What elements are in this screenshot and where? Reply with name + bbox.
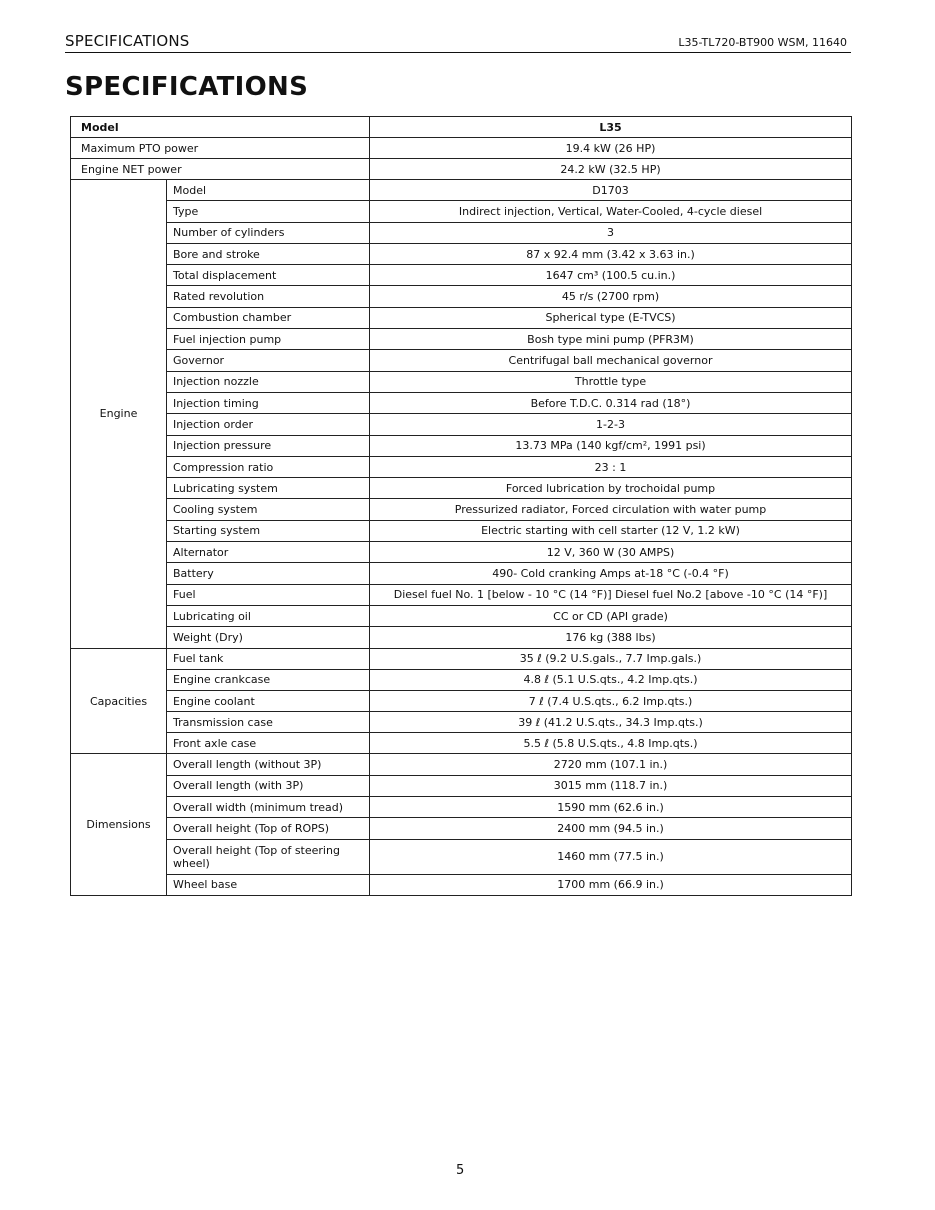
spec-label: Model: [167, 180, 370, 201]
spec-value: Centrifugal ball mechanical governor: [370, 350, 852, 371]
spec-label: Fuel injection pump: [167, 329, 370, 350]
spec-value: Diesel fuel No. 1 [below - 10 °C (14 °F)] Diesel fuel No.2 [above -10 °C (14 °F)]: [370, 584, 852, 605]
model-header-label: Model: [71, 117, 370, 138]
spec-label: Compression ratio: [167, 456, 370, 477]
spec-value: D1703: [370, 180, 852, 201]
spec-label: Injection pressure: [167, 435, 370, 456]
specifications-table: [70, 116, 852, 896]
spec-value: 3015 mm (118.7 in.): [370, 775, 852, 796]
capacities-group-label: Capacities: [71, 648, 167, 754]
spec-label: Combustion chamber: [167, 307, 370, 328]
spec-label: Number of cylinders: [167, 222, 370, 243]
table-row: [71, 775, 852, 796]
table-row: [71, 818, 852, 839]
spec-label: Bore and stroke: [167, 243, 370, 264]
spec-value: 45 r/s (2700 rpm): [370, 286, 852, 307]
table-row: [71, 159, 852, 180]
specifications-table-body: [71, 117, 852, 896]
table-row: [71, 286, 852, 307]
spec-value: 176 kg (388 lbs): [370, 627, 852, 648]
table-row: [71, 478, 852, 499]
table-row: [71, 222, 852, 243]
spec-value: 490- Cold cranking Amps at-18 °C (-0.4 °F): [370, 563, 852, 584]
spec-value: Bosh type mini pump (PFR3M): [370, 329, 852, 350]
table-row: [71, 669, 852, 690]
spec-label: Type: [167, 201, 370, 222]
spec-label: Lubricating oil: [167, 605, 370, 626]
spec-label: Governor: [167, 350, 370, 371]
table-row: [71, 520, 852, 541]
spec-value: Throttle type: [370, 371, 852, 392]
table-row: [71, 371, 852, 392]
table-row: [71, 690, 852, 711]
spec-value: 1-2-3: [370, 414, 852, 435]
table-row: [71, 414, 852, 435]
spec-label: Overall width (minimum tread): [167, 797, 370, 818]
spec-value: CC or CD (API grade): [370, 605, 852, 626]
engine-net-power-label: Engine NET power: [71, 159, 370, 180]
spec-value: 1700 mm (66.9 in.): [370, 874, 852, 895]
spec-value: 13.73 MPa (140 kgf/cm², 1991 psi): [370, 435, 852, 456]
table-row: [71, 874, 852, 895]
spec-value: 4.8 ℓ (5.1 U.S.qts., 4.2 Imp.qts.): [370, 669, 852, 690]
spec-value: 35 ℓ (9.2 U.S.gals., 7.7 Imp.gals.): [370, 648, 852, 669]
spec-value: 23 : 1: [370, 456, 852, 477]
table-row: [71, 563, 852, 584]
table-row: [71, 584, 852, 605]
table-row: [71, 839, 852, 874]
spec-label: Rated revolution: [167, 286, 370, 307]
spec-value: Before T.D.C. 0.314 rad (18°): [370, 392, 852, 413]
spec-label: Fuel: [167, 584, 370, 605]
table-row: [71, 307, 852, 328]
table-row: [71, 754, 852, 775]
table-row: [71, 435, 852, 456]
header-section-title: SPECIFICATIONS: [65, 32, 190, 50]
table-row: [71, 797, 852, 818]
spec-label: Engine coolant: [167, 690, 370, 711]
spec-label: Injection timing: [167, 392, 370, 413]
table-row: [71, 627, 852, 648]
spec-value: Indirect injection, Vertical, Water-Cooled, 4-cycle diesel: [370, 201, 852, 222]
engine-net-power-value: 24.2 kW (32.5 HP): [370, 159, 852, 180]
spec-value: 2400 mm (94.5 in.): [370, 818, 852, 839]
spec-label: Alternator: [167, 542, 370, 563]
spec-label: Weight (Dry): [167, 627, 370, 648]
table-row: [71, 605, 852, 626]
spec-value: 87 x 92.4 mm (3.42 x 3.63 in.): [370, 243, 852, 264]
spec-value: 1647 cm³ (100.5 cu.in.): [370, 265, 852, 286]
spec-label: Battery: [167, 563, 370, 584]
spec-value: Forced lubrication by trochoidal pump: [370, 478, 852, 499]
engine-group-label: Engine: [71, 180, 167, 649]
spec-value: 5.5 ℓ (5.8 U.S.qts., 4.8 Imp.qts.): [370, 733, 852, 754]
spec-value: 39 ℓ (41.2 U.S.qts., 34.3 Imp.qts.): [370, 712, 852, 733]
table-row: [71, 712, 852, 733]
table-row: [71, 499, 852, 520]
spec-label: Cooling system: [167, 499, 370, 520]
spec-label: Overall length (with 3P): [167, 775, 370, 796]
spec-label: Overall length (without 3P): [167, 754, 370, 775]
spec-label: Starting system: [167, 520, 370, 541]
spec-label: Front axle case: [167, 733, 370, 754]
table-row: [71, 542, 852, 563]
spec-label: Lubricating system: [167, 478, 370, 499]
table-row: [71, 392, 852, 413]
table-row: [71, 265, 852, 286]
table-row: [71, 117, 852, 138]
dimensions-group-label: Dimensions: [71, 754, 167, 895]
table-row: [71, 180, 852, 201]
spec-value: 7 ℓ (7.4 U.S.qts., 6.2 Imp.qts.): [370, 690, 852, 711]
header-document-reference: L35-TL720-BT900 WSM, 11640: [678, 36, 847, 49]
pto-power-value: 19.4 kW (26 HP): [370, 138, 852, 159]
spec-value: 1590 mm (62.6 in.): [370, 797, 852, 818]
spec-value: Electric starting with cell starter (12 V, 1.2 kW): [370, 520, 852, 541]
spec-label: Fuel tank: [167, 648, 370, 669]
spec-value: 12 V, 360 W (30 AMPS): [370, 542, 852, 563]
spec-label: Injection order: [167, 414, 370, 435]
spec-label: Wheel base: [167, 874, 370, 895]
spec-value: Spherical type (E-TVCS): [370, 307, 852, 328]
spec-label: Injection nozzle: [167, 371, 370, 392]
page-title: SPECIFICATIONS: [65, 72, 309, 102]
header-divider: [65, 52, 851, 53]
spec-value: 1460 mm (77.5 in.): [370, 839, 852, 874]
spec-label: Overall height (Top of ROPS): [167, 818, 370, 839]
table-row: [71, 648, 852, 669]
spec-label: Engine crankcase: [167, 669, 370, 690]
table-row: [71, 733, 852, 754]
spec-label: Total displacement: [167, 265, 370, 286]
table-row: [71, 138, 852, 159]
spec-label: Overall height (Top of steering wheel): [167, 839, 370, 874]
table-row: [71, 329, 852, 350]
page-number: 5: [456, 1163, 465, 1178]
spec-value: 3: [370, 222, 852, 243]
table-row: [71, 201, 852, 222]
table-row: [71, 350, 852, 371]
pto-power-label: Maximum PTO power: [71, 138, 370, 159]
model-header-value: L35: [370, 117, 852, 138]
spec-value: Pressurized radiator, Forced circulation with water pump: [370, 499, 852, 520]
spec-value: 2720 mm (107.1 in.): [370, 754, 852, 775]
spec-label: Transmission case: [167, 712, 370, 733]
table-row: [71, 456, 852, 477]
table-row: [71, 243, 852, 264]
